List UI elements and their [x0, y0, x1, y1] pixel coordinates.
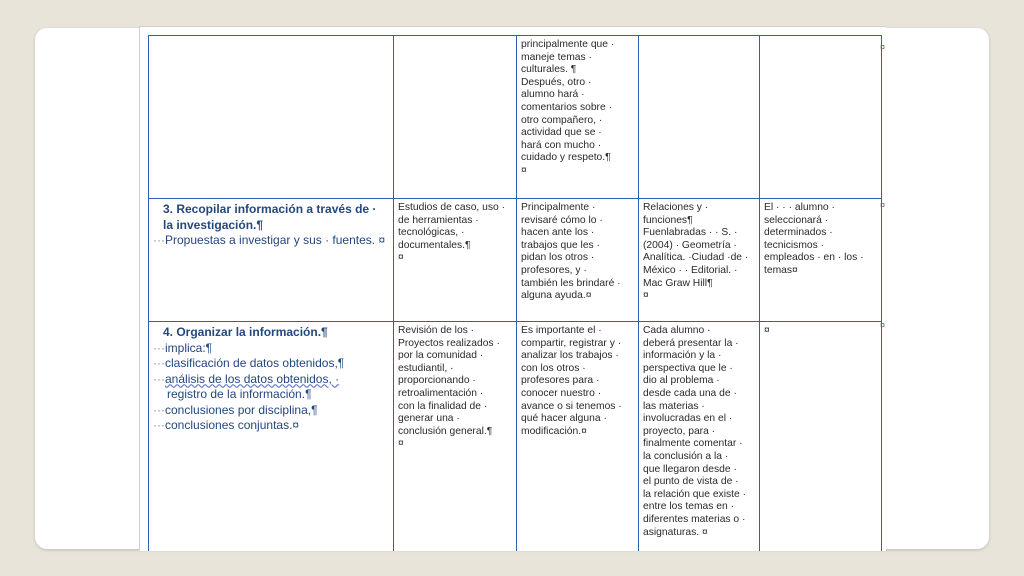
cell-text-line: la relación que existe ·: [643, 488, 747, 500]
cell-text-line: compartir, registrar y ·: [521, 337, 622, 349]
cell-text-line: conclusión general.¶: [398, 425, 493, 437]
cell-text-line: Fuenlabradas · · S. ·: [643, 227, 738, 239]
cell-teacher-role: [517, 322, 639, 552]
cell-activity: [149, 36, 394, 199]
cell-text-line: Es importante el ·: [521, 325, 602, 336]
activity-subitem: ···análisis de los datos obtenidos, ·: [153, 371, 340, 386]
table-row: [149, 322, 882, 552]
cell-text-line: proporcionando ·: [398, 375, 476, 387]
cell-text-line: principalmente que ·: [521, 39, 615, 50]
cell-student-role: [760, 322, 882, 552]
cell-text-line: documentales.¶: [398, 239, 471, 251]
activity-title: 3. Recopilar información a través de · la investigación.¶: [163, 202, 377, 232]
cell-text-line: ¤: [643, 290, 649, 302]
cell-text-line: alguna ayuda.¤: [521, 290, 592, 302]
cell-text-line: proyecto, para ·: [643, 425, 716, 437]
cell-strategy: [394, 322, 517, 552]
cell-activity: [149, 322, 394, 552]
cell-teacher-role: [517, 199, 639, 322]
cell-text-line: determinados ·: [764, 227, 833, 239]
cell-resources: [639, 322, 760, 552]
cell-text-line: las materias ·: [643, 400, 705, 412]
cell-text-line: avance o si tenemos ·: [521, 400, 622, 412]
activity-title: 4. Organizar la información.¶: [163, 325, 328, 339]
cell-text-line: Estudios de caso, uso ·: [398, 202, 506, 213]
cell-text-line: dio al problema ·: [643, 375, 720, 387]
document-page: [139, 26, 886, 551]
cell-text-line: México · · Editorial. ·: [643, 264, 738, 276]
cell-text-line: de herramientas ·: [398, 214, 479, 226]
cell-text-line: Principalmente ·: [521, 202, 596, 213]
cell-text-line: (2004) · Geometría ·: [643, 239, 737, 251]
row-end-mark: ¤: [880, 42, 886, 52]
cell-text-line: Revisión de los ·: [398, 325, 475, 336]
cell-text-line: profesores para ·: [521, 375, 600, 387]
activity-subitem: ···clasificación de datos obtenidos,¶: [153, 356, 345, 370]
cell-text-line: seleccionará ·: [764, 214, 829, 226]
cell-text-line: retroalimentación ·: [398, 387, 484, 399]
cell-text-line: por la comunidad ·: [398, 350, 484, 362]
cell-text-line: otro compañero, ·: [521, 114, 603, 126]
cell-activity: [149, 199, 394, 322]
cell-text-line: hará con mucho ·: [521, 139, 602, 151]
cell-text-line: empleados · en · los ·: [764, 252, 864, 264]
cell-text-line: Relaciones y ·: [643, 202, 709, 213]
cell-teacher-role: [517, 36, 639, 199]
cell-strategy: [394, 36, 517, 199]
cell-text-line: ¤: [398, 252, 404, 264]
activity-subitem: ···conclusiones por disciplina,¶: [153, 402, 318, 417]
cell-text-line: El · · · alumno ·: [764, 202, 835, 213]
cell-text-line: entre los temas en ·: [643, 501, 734, 513]
activity-subitem: ···conclusiones conjuntas.¤: [153, 418, 300, 432]
cell-text-line: información y la ·: [643, 350, 722, 362]
cell-text-line: conocer nuestro ·: [521, 387, 602, 399]
cell-student-role: [760, 199, 882, 322]
cell-text-line: ¤: [764, 325, 770, 336]
cell-text-line: ¤: [398, 438, 404, 450]
cell-text-line: qué hacer alguna ·: [521, 413, 607, 425]
cell-text-line: estudiantil, ·: [398, 362, 454, 374]
cell-text-line: generar una ·: [398, 413, 460, 425]
cell-text-line: pidan los otros ·: [521, 252, 595, 264]
cell-text-line: maneje temas ·: [521, 51, 592, 63]
cell-strategy: [394, 199, 517, 322]
cell-student-role: [760, 36, 882, 199]
row-end-mark: ¤: [880, 320, 886, 330]
cell-resources: [639, 199, 760, 322]
activity-subitem: registro de la información.¶: [167, 387, 312, 401]
cell-text-line: Analítica. ·Ciudad ·de ·: [643, 252, 749, 264]
cell-text-line: Mac Graw Hill¶: [643, 277, 713, 289]
table-row: [149, 199, 882, 322]
cell-text-line: desde cada una de ·: [643, 387, 737, 399]
cell-text-line: que llegaron desde ·: [643, 463, 737, 475]
cell-resources: [639, 36, 760, 199]
cell-text-line: ¤: [521, 164, 527, 176]
cell-text-line: también les brindaré ·: [521, 277, 621, 289]
cell-text-line: tecnológicas, ·: [398, 227, 465, 239]
cell-text-line: con los otros ·: [521, 362, 586, 374]
activity-subitem: ···Propuestas a investigar y sus · fuentes. ¤: [153, 233, 386, 247]
cell-text-line: culturales. ¶: [521, 64, 577, 76]
cell-text-line: Proyectos realizados ·: [398, 337, 500, 349]
activity-subitem: ···implica:¶: [153, 340, 213, 355]
cell-text-line: deberá presentar la ·: [643, 337, 739, 349]
cell-text-line: comentarios sobre ·: [521, 101, 612, 113]
planning-table: [148, 35, 882, 551]
cell-text-line: actividad que se ·: [521, 127, 602, 139]
cell-text-line: Cada alumno ·: [643, 325, 711, 336]
cell-text-line: finalmente comentar ·: [643, 438, 743, 450]
cell-text-line: alumno hará ·: [521, 89, 585, 101]
cell-text-line: revisaré cómo lo ·: [521, 214, 603, 226]
table-row: [149, 36, 882, 199]
cell-text-line: trabajos que les ·: [521, 239, 600, 251]
cell-text-line: involucradas en el ·: [643, 413, 733, 425]
cell-text-line: diferentes materias o ·: [643, 513, 746, 525]
cell-text-line: tecnicismos ·: [764, 239, 825, 251]
cell-text-line: profesores, y ·: [521, 264, 587, 276]
cell-text-line: perspectiva que le ·: [643, 362, 733, 374]
cell-text-line: asignaturas. ¤: [643, 526, 708, 538]
cell-text-line: funciones¶: [643, 214, 693, 226]
cell-text-line: Después, otro ·: [521, 76, 592, 88]
cell-text-line: temas¤: [764, 264, 798, 276]
cell-text-line: hacen ante los ·: [521, 227, 595, 239]
cell-text-line: con la finalidad de ·: [398, 400, 488, 412]
cell-text-line: analizar los trabajos ·: [521, 350, 619, 362]
cell-text-line: cuidado y respeto.¶: [521, 152, 611, 164]
cell-text-line: modificación.¤: [521, 425, 587, 437]
cell-text-line: el punto de vista de ·: [643, 476, 739, 488]
row-end-mark: ¤: [880, 200, 886, 210]
cell-text-line: la conclusión a la ·: [643, 450, 729, 462]
